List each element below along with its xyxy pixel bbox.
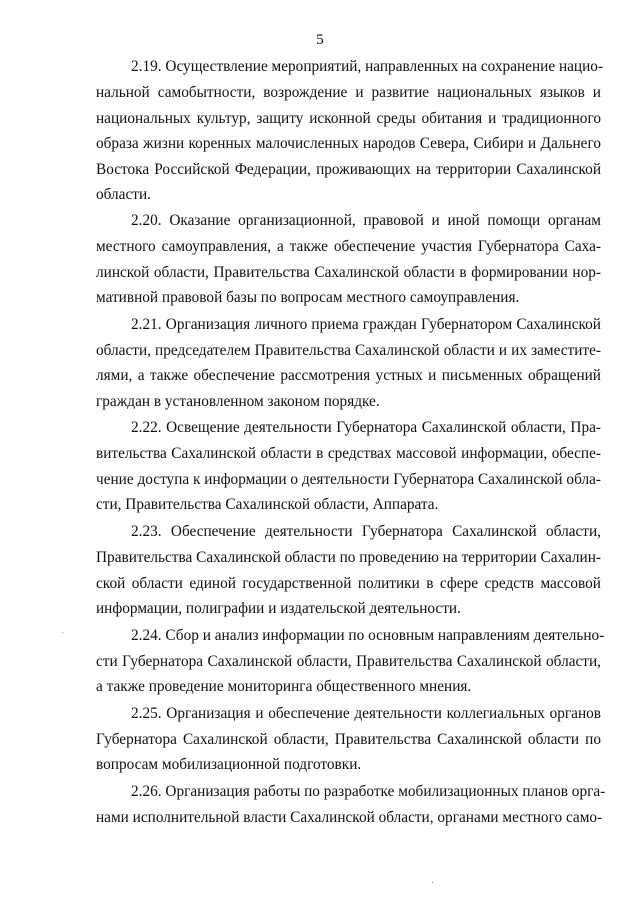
paragraph-2-20-line-1: 2.20. Оказание организационной, правовой и иной помощи органам: [131, 212, 601, 229]
scan-speck: [432, 882, 433, 883]
paragraph-2-25-line-2: Губернатора Сахалинской области, Правительства Сахалинской области по: [96, 731, 601, 748]
paragraph-2-20-line-3: линской области, Правительства Сахалинской области в формировании нор-: [96, 264, 601, 281]
paragraph-2-20-line-4: мативной правовой базы по вопросам местного самоуправления.: [96, 289, 520, 306]
paragraph-2-23-line-4: информации, полиграфии и издательской деятельности.: [96, 600, 461, 617]
paragraph-2-22-line-3: чение доступа к информации о деятельности Губернатора Сахалинской обла-: [96, 471, 601, 488]
scan-speck: [62, 632, 63, 633]
paragraph-2-24-line-2: сти Губернатора Сахалинской области, Правительства Сахалинской области,: [96, 653, 601, 670]
paragraph-2-21-line-1: 2.21. Организация личного приема граждан Губернатором Сахалинской: [131, 316, 601, 333]
paragraph-2-24-line-3: а также проведение мониторинга общественного мнения.: [96, 678, 472, 695]
paragraph-2-19-line-3: национальных культур, защиту исконной среды обитания и традиционного: [96, 110, 601, 127]
paragraph-2-21-line-2: области, председателем Правительства Сахалинской области и их заместите-: [96, 342, 601, 359]
paragraph-2-23-line-3: ской области единой государственной политики в сфере средств массовой: [96, 575, 601, 592]
paragraph-2-26-line-2: нами исполнительной власти Сахалинской области, органами местного само-: [96, 809, 603, 826]
paragraph-2-19-line-2: нальной самобытности, возрождение и развитие национальных языков и: [96, 84, 601, 101]
paragraph-2-21-line-3: лями, а также обеспечение рассмотрения устных и письменных обращений: [96, 367, 601, 384]
paragraph-2-23-line-1: 2.23. Обеспечение деятельности Губернатора Сахалинской области,: [131, 523, 601, 540]
paragraph-2-21-line-4: граждан в установленном законом порядке.: [96, 393, 380, 410]
paragraph-2-25-line-3: вопросам мобилизационной подготовки.: [96, 756, 362, 773]
paragraph-2-20-line-2: местного самоуправления, а также обеспечение участия Губернатора Саха-: [96, 238, 601, 255]
paragraph-2-19-line-4: образа жизни коренных малочисленных народов Севера, Сибири и Дальнего: [96, 135, 601, 152]
paragraph-2-19-line-6: области.: [96, 186, 151, 203]
paragraph-2-22-line-2: вительства Сахалинской области в средствах массовой информации, обеспе-: [96, 445, 601, 462]
paragraph-2-23-line-2: Правительства Сахалинской области по проведению на территории Сахалин-: [96, 549, 601, 566]
paragraph-2-25-line-1: 2.25. Организация и обеспечение деятельности коллегиальных органов: [131, 705, 601, 722]
page-number: 5: [316, 32, 324, 48]
paragraph-2-22-line-4: сти, Правительства Сахалинской области, Аппарата.: [96, 496, 439, 513]
paragraph-2-19-line-5: Востока Российской Федерации, проживающих на территории Сахалинской: [96, 161, 601, 178]
paragraph-2-24-line-1: 2.24. Сбор и анализ информации по основным направлениям деятельно-: [131, 627, 605, 644]
paragraph-2-19-line-1: 2.19. Осуществление мероприятий, направленных на сохранение нацио-: [131, 58, 604, 75]
paragraph-2-26-line-1: 2.26. Организация работы по разработке мобилизационных планов орга-: [131, 783, 606, 800]
paragraph-2-22-line-1: 2.22. Освещение деятельности Губернатора Сахалинской области, Пра-: [131, 419, 601, 436]
